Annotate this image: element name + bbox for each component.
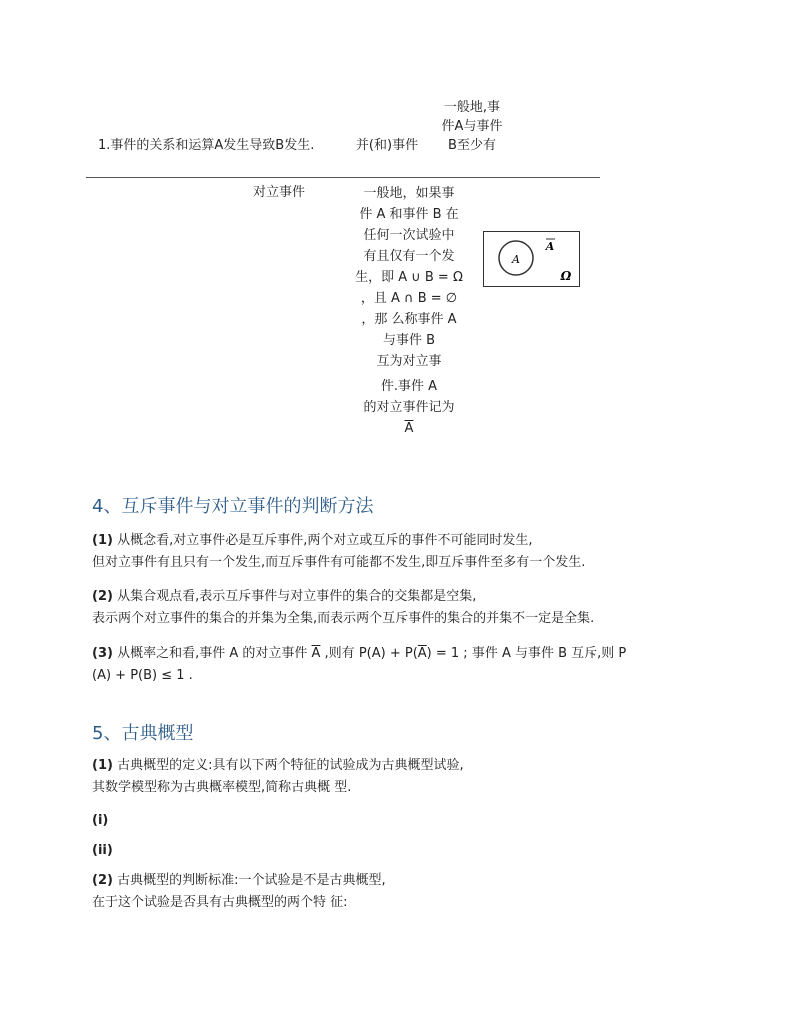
def-line: 互为对立事 bbox=[376, 354, 442, 369]
para-text: 表示两个对立事件的集合的并集为全集,而表示两个互斥事件的集合的并集不一定是全集. bbox=[92, 611, 595, 626]
def-line: ，且 A ∩ B = ∅ bbox=[360, 291, 458, 306]
item-number: (ii) bbox=[92, 843, 113, 858]
para-number: (1) bbox=[92, 758, 113, 773]
table-row2-label: 对立事件 bbox=[252, 185, 305, 200]
section4-para3 bbox=[92, 643, 732, 687]
table-row1-union-event: 并(和)事件 bbox=[355, 138, 419, 153]
a-complement: $\overline{A}$ bbox=[417, 646, 427, 661]
def-line: 件.事件 A bbox=[380, 379, 438, 394]
para-text: 在于这个试验是否具有古典概型的两个特 征: bbox=[92, 895, 348, 910]
section4-para1 bbox=[92, 530, 732, 574]
para-text: ,则有 P(A) + P( bbox=[320, 646, 418, 661]
def-line: 任何一次试验中 bbox=[363, 228, 455, 243]
venn-svg bbox=[484, 232, 579, 286]
section5-item-ii bbox=[92, 840, 732, 862]
def-line: 生，即 A ∪ B = Ω bbox=[355, 270, 463, 285]
a-complement: $\overline{A}$ bbox=[311, 646, 321, 661]
table-divider bbox=[86, 177, 600, 178]
para-text: 古典概型的定义:具有以下两个特征的试验成为古典概型试验, bbox=[117, 758, 464, 773]
para-text: 其数学模型称为古典概率模型,简称古典概 型. bbox=[92, 780, 352, 795]
para-text: 古典概型的判断标准:一个试验是不是古典概型, bbox=[117, 873, 386, 888]
venn-universe-label: Ω bbox=[560, 269, 572, 283]
def-line: 件 A 和事件 B 在 bbox=[359, 207, 459, 222]
section4-heading: 4、互斥事件与对立事件的判断方法 bbox=[92, 496, 374, 517]
def-line: 的对立事件记为 bbox=[363, 400, 455, 415]
venn-complement-label: A bbox=[545, 240, 555, 253]
para-number: (2) bbox=[92, 589, 113, 604]
item-number: (i) bbox=[92, 813, 109, 828]
venn-diagram bbox=[483, 231, 580, 287]
section5-para1 bbox=[92, 755, 732, 799]
para-text: (A) + P(B) ≤ 1 . bbox=[92, 668, 193, 683]
section5-heading: 5、古典概型 bbox=[92, 723, 194, 744]
def-line: 有且仅有一个发 bbox=[363, 249, 455, 264]
para-number: (2) bbox=[92, 873, 113, 888]
section5-para2 bbox=[92, 870, 732, 914]
def-line: ，那 么称事件 A bbox=[361, 312, 457, 327]
para-text: 从集合观点看,表示互斥事件与对立事件的集合的交集都是空集, bbox=[117, 589, 477, 604]
def-line: $\overline{A}$ bbox=[404, 421, 414, 436]
section4-para2 bbox=[92, 586, 732, 630]
venn-circle-label: A bbox=[512, 253, 520, 266]
para-text: 但对立事件有且只有一个发生,而互斥事件有可能都不发生,即互斥事件至多有一个发生. bbox=[92, 555, 586, 570]
table-row1-union-definition: 一般地,事件A与事件B至少有 bbox=[441, 100, 503, 153]
def-line: 与事件 B bbox=[382, 333, 436, 348]
para-text: 从概率之和看,事件 A 的对立事件 bbox=[117, 646, 312, 661]
def-line: 一般地，如果事 bbox=[363, 186, 455, 201]
table-row1-label: 1.事件的关系和运算A发生导致B发生. bbox=[98, 138, 315, 153]
para-number: (1) bbox=[92, 533, 113, 548]
section5-item-i bbox=[92, 810, 732, 832]
para-text: ) = 1 ; 事件 A 与事件 B 互斥,则 P bbox=[426, 646, 627, 661]
para-text: 从概念看,对立事件必是互斥事件,两个对立或互斥的事件不可能同时发生, bbox=[117, 533, 533, 548]
para-number: (3) bbox=[92, 646, 113, 661]
table-row2-definition bbox=[346, 183, 472, 439]
